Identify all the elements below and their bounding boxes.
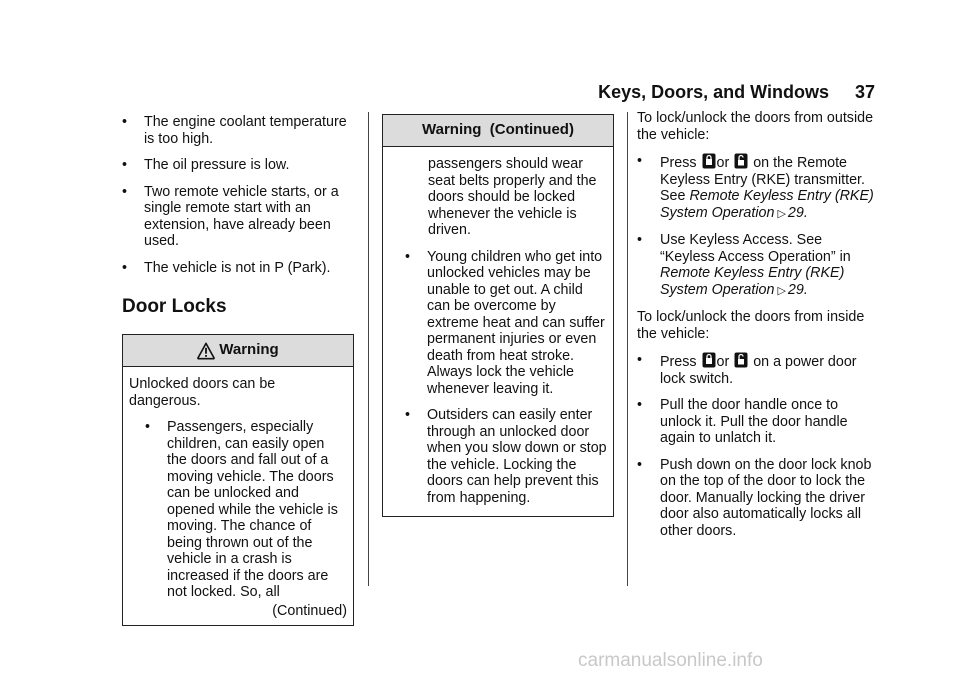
warning-title: Warning (Continued)	[422, 121, 574, 139]
page-number: 37	[854, 82, 875, 102]
list-item: • Press or on a power door lock switch.	[637, 352, 857, 387]
bullet-mark: •	[145, 419, 151, 435]
section-title-header: Keys, Doors, and Windows	[598, 82, 829, 102]
column-right	[637, 110, 877, 549]
warning-header	[123, 335, 353, 367]
list-item: • The engine coolant temperature is too high.	[122, 114, 347, 147]
list-item: • Young children who get into unlocked vehicles may be unable to get out. A child can be overcome by extreme heat and can suffer permanent injuries or even death from heat stroke. Always lock the vehicle whenever leaving it.	[405, 248, 605, 397]
column-left	[122, 114, 354, 626]
outside-intro: To lock/unlock the doors from outside the vehicle:	[637, 110, 874, 143]
list-item: • Outsiders can easily enter through an unlocked door when you slow down or stop the vehicle. Locking the doors can help prevent this from happening.	[405, 407, 607, 506]
list-item: • Use Keyless Access. See “Keyless Access Operation” in Remote Keyless Entry (RKE) System Operation ▷ 29.	[637, 232, 851, 298]
bullet-mark: •	[637, 456, 643, 473]
section-heading-door-locks: Door Locks	[122, 296, 227, 317]
warning-triangle-icon	[197, 342, 215, 360]
list-item: • Press or on the Remote Keyless Entry (RKE) transmitter. See Remote Keyless Entry (RKE) System Operation ▷ 29.	[637, 153, 874, 221]
cross-reference[interactable]: Remote Keyless Entry (RKE) System Operation	[660, 188, 874, 221]
bullet-mark: •	[637, 153, 643, 169]
column-middle	[382, 114, 614, 517]
page-header	[560, 82, 875, 106]
bullet-mark: •	[122, 157, 128, 173]
list-item: • Passengers, especially children, can easily open the doors and fall out of a moving vehicle. The doors can be unlocked and opened while the vehicle is moving. The chance of being thrown out of the vehicle in a crash is increased if the doors are not locked. So, all	[145, 419, 338, 600]
list-item: • Two remote vehicle starts, or a single remote start with an extension, have already been used.	[122, 183, 339, 249]
list-item: • Pull the door handle once to unlock it. Pull the door handle again to unlatch it.	[637, 397, 848, 446]
warning-title: Warning	[219, 341, 279, 359]
bullet-mark: •	[122, 259, 128, 276]
page-ref-arrow-icon: ▷	[777, 207, 786, 220]
warning-body	[383, 147, 613, 516]
unlock-icon	[734, 153, 748, 169]
continued-label: (Continued)	[272, 602, 347, 619]
watermark: carmanualsonline.info	[578, 650, 763, 671]
bullet-mark: •	[405, 248, 411, 265]
page-ref-arrow-icon: ▷	[777, 284, 786, 297]
list-item: • Push down on the door lock knob on the top of the door to lock the door. Manually locking the driver door also automatically locks all other doors.	[637, 456, 872, 539]
lock-icon	[702, 352, 716, 368]
warning-header	[383, 115, 613, 147]
warning-box	[122, 334, 354, 626]
column-divider-left	[368, 112, 369, 586]
bullet-mark: •	[637, 352, 643, 368]
unlock-icon	[734, 352, 748, 368]
bullet-mark: •	[122, 114, 128, 130]
cross-reference[interactable]: Remote Keyless Entry (RKE) System Operation	[660, 265, 845, 298]
list-item: • The vehicle is not in P (Park).	[122, 259, 331, 276]
warning-intro: Unlocked doors can be dangerous.	[129, 376, 276, 409]
bullet-mark: •	[405, 407, 411, 423]
warning-lead: passengers should wear seat belts properly and the doors should be locked whenever the vehicle is driven.	[428, 156, 597, 238]
list-item: • The oil pressure is low.	[122, 157, 290, 173]
warning-box-continued	[382, 114, 614, 517]
lock-icon	[702, 153, 716, 169]
column-divider-right	[627, 112, 628, 586]
bullet-mark: •	[637, 232, 643, 248]
inside-intro: To lock/unlock the doors from inside the vehicle:	[637, 309, 865, 342]
bullet-mark: •	[122, 183, 128, 200]
warning-body	[123, 367, 353, 625]
bullet-mark: •	[637, 397, 643, 413]
